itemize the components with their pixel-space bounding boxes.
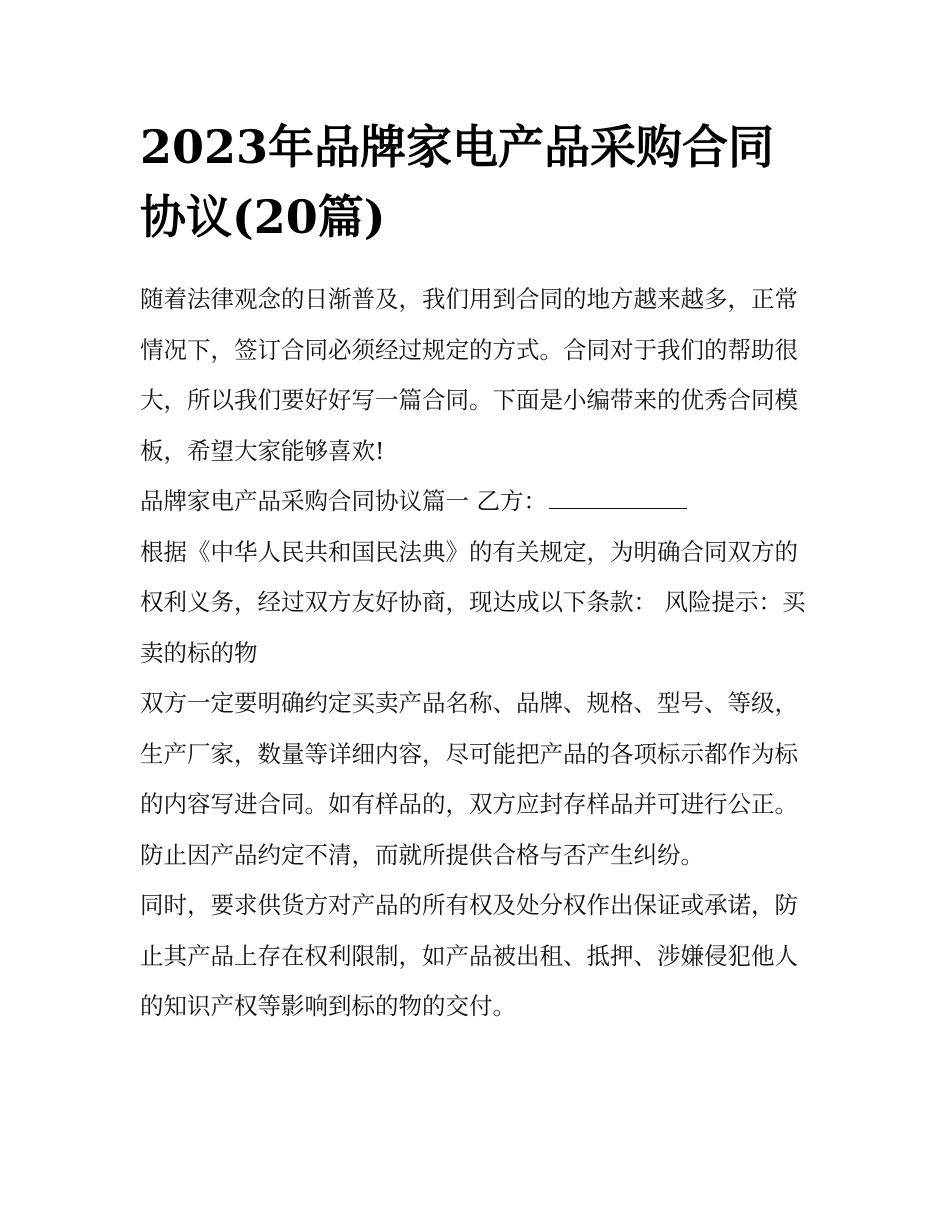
contract-heading-text: 品牌家电产品采购合同协议篇一 乙方： xyxy=(140,487,547,515)
contract-heading-line xyxy=(140,476,815,527)
party-b-blank-field xyxy=(549,490,687,509)
document-body xyxy=(140,274,815,1032)
document-title: 2023年品牌家电产品采购合同协议(20篇) xyxy=(140,120,775,244)
intro-paragraph: 随着法律观念的日渐普及，我们用到合同的地方越来越多，正常情况下，签订合同必须经过规定的方式。合同对于我们的帮助很大，所以我们要好好写一篇合同。下面是小编带来的优秀合同模板，希望大家能够喜欢! xyxy=(140,285,798,465)
document-content xyxy=(140,112,815,1032)
legal-basis-paragraph: 根据《中华人民共和国民法典》的有关规定，为明确合同双方的权利义务，经过双方友好协商，现达成以下条款： 风险提示：买卖的标的物 xyxy=(140,537,806,667)
subject-matter-paragraph: 双方一定要明确约定买卖产品名称、品牌、规格、型号、等级，生产厂家，数量等详细内容，尽可能把产品的各项标示都作为标的内容写进合同。如有样品的，双方应封存样品并可进行公正。防止因产品约定不清，而就所提供合格与否产生纠纷。 xyxy=(140,689,798,869)
ownership-paragraph: 同时，要求供货方对产品的所有权及处分权作出保证或承诺，防止其产品上存在权利限制，如产品被出租、抵押、涉嫌侵犯他人的知识产权等影响到标的物的交付。 xyxy=(140,891,798,1020)
